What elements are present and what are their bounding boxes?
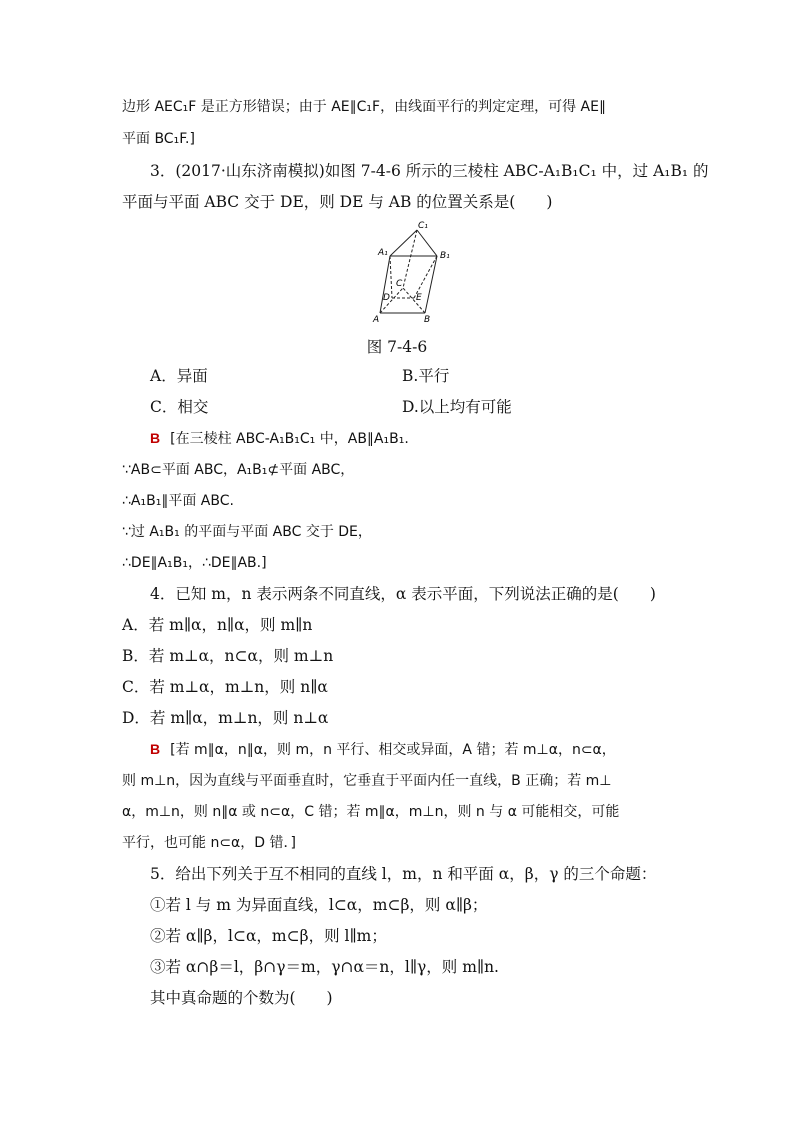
question-3-stem-cont: 平面与平面 ABC 交于 DE，则 DE 与 AB 的位置关系是( ) [122,193,553,211]
option-b: B.平行 [402,367,450,385]
question-5-prompt: 其中真命题的个数为( ) [150,989,333,1007]
answer-3-letter: B [150,430,161,446]
question-5-proposition-2: ②若 α∥β，l⊂α，m⊂β，则 l∥m； [150,927,387,945]
answer-3-line: ∵过 A₁B₁ 的平面与平面 ABC 交于 DE， [122,524,372,540]
question-5-stem: 5．给出下列关于互不相同的直线 l，m，n 和平面 α，β，γ 的三个命题： [150,865,657,883]
question-4-option-a: A．若 m∥α，n∥α，则 m∥n [122,616,313,634]
label-C: C [396,279,403,289]
answer-4-line [150,738,734,761]
option-a: A．异面 [150,367,208,385]
label-E: E [416,293,422,303]
text-line: 平面 BC₁F.] [122,131,195,147]
answer-3-line [150,427,734,450]
answer-3-line: ∴A₁B₁∥平面 ABC. [122,493,234,509]
prism-figure [370,218,460,328]
text-line: 边形 AEC₁F 是正方形错误；由于 AE∥C₁F，由线面平行的判定定理，可得 AE∥ [122,99,606,115]
figure-caption: 图 7-4-6 [366,338,428,356]
answer-3-line: ∵AB⊂平面 ABC，A₁B₁⊄平面 ABC， [122,462,355,478]
answer-3-text: [在三棱柱 ABC-A₁B₁C₁ 中，AB∥A₁B₁. [170,431,409,447]
question-4-option-b: B．若 m⊥α，n⊂α，则 m⊥n [122,647,334,665]
label-A1: A₁ [378,248,388,258]
answer-3-line: ∴DE∥A₁B₁，∴DE∥AB.] [122,555,267,571]
answer-4-line: 则 m⊥n，因为直线与平面垂直时，它垂直于平面内任一直线，B 正确；若 m⊥ [122,773,612,789]
question-4-option-c: C．若 m⊥α，m⊥n，则 n∥α [122,678,328,696]
question-5-proposition-1: ①若 l 与 m 为异面直线，l⊂α，m⊂β，则 α∥β； [150,896,488,914]
question-4-option-d: D．若 m∥α，m⊥n，则 n⊥α [122,709,329,727]
option-d: D.以上均有可能 [402,398,512,416]
question-5-proposition-3: ③若 α∩β＝l，β∩γ＝m，γ∩α＝n，l∥γ，则 m∥n. [150,958,499,976]
label-C1: C₁ [418,221,428,231]
question-3-stem: 3．(2017·山东济南模拟)如图 7-4-6 所示的三棱柱 ABC-A₁B₁C₁ 中，过 A₁B₁ 的 [150,162,709,180]
answer-4-line: 平行，也可能 n⊂α，D 错．] [122,835,296,851]
option-c: C．相交 [150,398,209,416]
label-B1: B₁ [440,251,450,261]
answer-4-text: [若 m∥α，n∥α，则 m，n 平行、相交或异面，A 错；若 m⊥α，n⊂α， [170,742,616,758]
question-4-stem: 4．已知 m，n 表示两条不同直线，α 表示平面，下列说法正确的是( ) [150,585,656,603]
label-D: D [383,293,390,303]
answer-4-letter: B [150,741,161,757]
label-B: B [424,315,431,325]
answer-4-line: α，m⊥n，则 n∥α 或 n⊂α，C 错；若 m∥α，m⊥n，则 n 与 α 可能相交，可能 [122,804,620,820]
label-A: A [373,315,380,325]
